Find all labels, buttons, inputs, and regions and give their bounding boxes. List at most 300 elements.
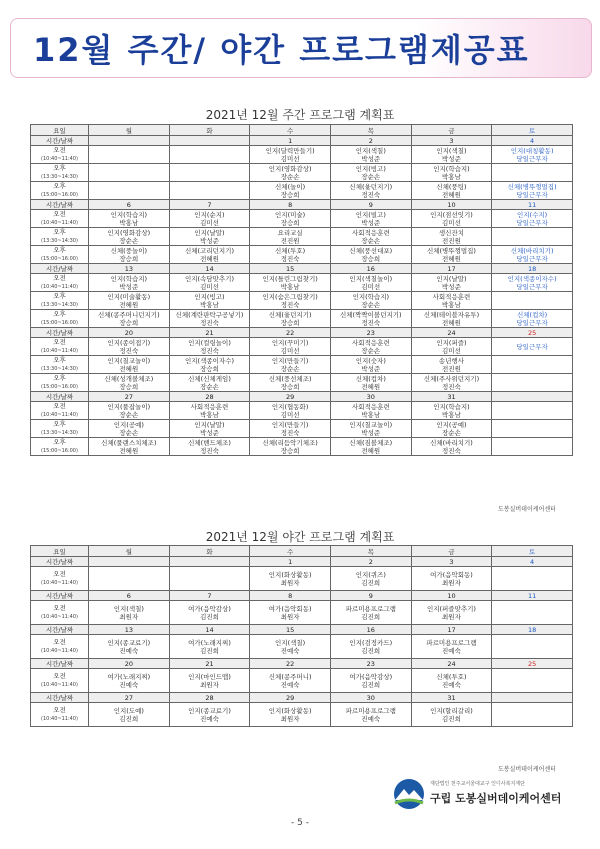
staff-name: 진예숙: [119, 680, 139, 689]
program-name: 인지(틀린그림찾기): [262, 274, 318, 283]
program-name: 신체(병뚜껑멀집): [426, 246, 476, 255]
staff-name: 장순손: [361, 346, 381, 355]
staff-name: 김미선: [200, 282, 219, 291]
date-cell: 23: [330, 328, 411, 338]
staff-name: 김미선: [280, 346, 300, 355]
program-cell: [169, 669, 250, 693]
staff-name: 김진희: [119, 714, 139, 723]
program-cell: [169, 601, 250, 625]
program-name: 신체(짐볼체조): [349, 438, 393, 447]
program-cell: [411, 567, 492, 591]
time-slot-label: [31, 438, 89, 456]
program-name: 인지(날말): [436, 274, 467, 283]
slot-time: (13:30~14:30): [41, 366, 78, 372]
staff-name: 박홍남: [200, 300, 219, 309]
staff-name: 장승희: [119, 382, 139, 391]
program-name: 인지(빌고): [355, 210, 386, 219]
program-row: [31, 703, 573, 727]
staff-name: 장승희: [119, 254, 139, 263]
program-name: 인지(만들기): [271, 420, 309, 429]
program-cell: [330, 210, 411, 228]
program-cell: [169, 210, 250, 228]
date-cell: 6: [89, 591, 170, 601]
program-cell: [169, 292, 250, 310]
program-cell: [250, 246, 331, 264]
program-cell: [411, 338, 492, 356]
program-cell: [89, 703, 170, 727]
staff-name: 전혜원: [442, 254, 461, 263]
staff-name: 최원자: [280, 578, 300, 587]
program-cell: [492, 420, 573, 438]
date-cell: 18: [492, 264, 573, 274]
staff-name: 박성준: [361, 154, 381, 163]
program-cell: [411, 164, 492, 182]
staff-name: 김미선: [280, 154, 300, 163]
slot-name: 오전: [53, 570, 66, 578]
header-row: [31, 125, 573, 136]
program-cell: [89, 292, 170, 310]
slot-time: (10:40~11:40): [41, 284, 78, 290]
date-row: [31, 591, 573, 601]
slot-name: 오전: [53, 672, 66, 680]
day-header: 월: [89, 546, 170, 557]
date-row: [31, 328, 573, 338]
staff-name: 당일근무자: [516, 190, 548, 199]
program-name: 생신잔치: [438, 228, 465, 237]
staff-name: 진예숙: [442, 646, 461, 655]
program-name: 사회적응훈련: [351, 338, 390, 347]
program-cell: [492, 356, 573, 374]
date-row: [31, 659, 573, 669]
slot-name: 오후: [53, 438, 66, 446]
time-slot-label: [31, 567, 89, 591]
program-row: [31, 420, 573, 438]
program-cell: [492, 228, 573, 246]
program-row: [31, 292, 573, 310]
program-name: 인지(학습지): [433, 164, 470, 173]
staff-name: 김미선: [280, 410, 300, 419]
staff-name: 최원자: [200, 680, 219, 689]
date-cell: 21: [169, 328, 250, 338]
program-name: 인지(학습지): [110, 210, 148, 219]
date-cell: 8: [250, 591, 331, 601]
program-name: 인지(검정카드): [349, 638, 393, 647]
program-cell: [89, 635, 170, 659]
date-row: [31, 392, 573, 402]
staff-name: 장승희: [200, 364, 219, 373]
program-row: [31, 356, 573, 374]
staff-name: 장승희: [280, 190, 300, 199]
time-slot-label: [31, 210, 89, 228]
program-name: 인지(빙고): [194, 292, 225, 301]
staff-name: 정진숙: [200, 446, 219, 455]
program-cell: [330, 703, 411, 727]
program-name: 사회적응훈련: [351, 228, 390, 237]
date-cell: 시간/날짜: [31, 136, 89, 146]
slot-time: (10:40~11:40): [41, 580, 78, 586]
staff-name: 박홍남: [442, 172, 461, 181]
program-cell: [169, 635, 250, 659]
staff-name: 박성준: [442, 282, 461, 291]
program-row: [31, 182, 573, 200]
program-cell: [169, 146, 250, 164]
slot-name: 오전: [53, 338, 66, 346]
date-cell: 9: [330, 200, 411, 210]
program-row: [31, 338, 573, 356]
program-cell: [492, 703, 573, 727]
program-name: 신체(밴드체조): [188, 438, 231, 447]
program-cell: [492, 669, 573, 693]
staff-name: 전혜원: [119, 364, 139, 373]
day-header: 수: [250, 125, 331, 136]
program-name: 인지(만들기): [271, 356, 309, 365]
program-cell: [250, 669, 331, 693]
date-cell: 시간/날짜: [31, 557, 89, 567]
date-cell: 시간/날짜: [31, 591, 89, 601]
program-cell: [250, 310, 331, 328]
date-cell: 29: [250, 392, 331, 402]
program-name: 인지(색칠): [436, 146, 467, 155]
program-name: 인지(점선잇기): [430, 210, 473, 219]
program-cell: [330, 274, 411, 292]
program-cell: [250, 402, 331, 420]
program-cell: [89, 246, 170, 264]
date-cell: 18: [492, 625, 573, 635]
program-name: 신체(성개볼체조): [104, 374, 154, 383]
date-row: [31, 264, 573, 274]
staff-name: 정진숙: [442, 446, 461, 455]
date-cell: 27: [89, 392, 170, 402]
program-name: 인지(종교료기): [107, 638, 151, 647]
date-cell: 28: [169, 693, 250, 703]
date-cell: 9: [330, 591, 411, 601]
program-cell: [169, 374, 250, 392]
staff-name: 장승희: [280, 446, 300, 455]
staff-name: 정진숙: [442, 382, 461, 391]
program-cell: [169, 402, 250, 420]
slot-name: 오후: [53, 228, 66, 236]
time-slot-label: [31, 292, 89, 310]
staff-name: 장순손: [361, 236, 381, 245]
slot-name: 오후: [53, 164, 66, 172]
slot-time: (10:40~11:40): [41, 156, 78, 162]
program-cell: [330, 635, 411, 659]
date-cell: 시간/날짜: [31, 392, 89, 402]
program-cell: [250, 420, 331, 438]
program-cell: [330, 310, 411, 328]
program-name: 인지(수지): [517, 210, 548, 219]
foundation-name: 재단법인 천주교서울대교구 인디사복지재단: [430, 781, 525, 787]
date-row: [31, 693, 573, 703]
program-name: 신체(리듬악기체조): [262, 438, 318, 447]
slot-time: (10:40~11:40): [41, 220, 78, 226]
program-cell: [89, 567, 170, 591]
staff-name: 박홍남: [119, 218, 139, 227]
staff-name: 전혜원: [200, 254, 219, 263]
program-cell: [411, 402, 492, 420]
program-name: 인지(색칠): [113, 604, 144, 613]
program-row: [31, 374, 573, 392]
time-slot-label: [31, 274, 89, 292]
program-name: 여가(노래지찌): [107, 672, 151, 681]
program-cell: [411, 703, 492, 727]
program-name: 인지(풀잡놀이): [107, 402, 151, 411]
program-name: 신체(고리던지기): [184, 246, 234, 255]
program-name: 인지(색종이자수): [184, 356, 234, 365]
day-schedule-table: [30, 124, 573, 456]
staff-name: 박성준: [361, 428, 381, 437]
program-name: 인지(영화감상): [107, 228, 151, 237]
program-row: [31, 310, 573, 328]
date-cell: 28: [169, 392, 250, 402]
program-name: 신체(컵차): [355, 374, 386, 383]
program-name: 신체(풍선대포): [349, 246, 393, 255]
day-header: 목: [330, 546, 411, 557]
date-cell: 16: [330, 264, 411, 274]
program-name: 신체(풀랜스치체조): [101, 438, 157, 447]
program-cell: [169, 567, 250, 591]
program-cell: [250, 182, 331, 200]
program-cell: [411, 635, 492, 659]
slot-time: (10:40~11:40): [41, 614, 78, 620]
slot-name: 오후: [53, 374, 66, 382]
program-cell: [330, 374, 411, 392]
program-cell: [89, 338, 170, 356]
program-name: 인지(학습지): [110, 274, 148, 283]
staff-name: 정진숙: [280, 254, 300, 263]
staff-name: 김진희: [361, 680, 381, 689]
day-header: 화: [169, 546, 250, 557]
program-cell: [330, 164, 411, 182]
date-cell: 3: [411, 136, 492, 146]
staff-name: 당일근무자: [516, 254, 548, 263]
program-cell: [330, 438, 411, 456]
program-cell: [411, 420, 492, 438]
program-name: 인지(순지): [194, 210, 225, 219]
program-cell: [330, 292, 411, 310]
staff-name: 정진숙: [200, 346, 219, 355]
program-cell: [330, 182, 411, 200]
staff-name: 진예숙: [361, 714, 381, 723]
staff-name: 전혜원: [119, 446, 139, 455]
staff-name: 전혜원: [361, 382, 381, 391]
night-schedule-table: [30, 545, 573, 727]
staff-name: 박성준: [200, 236, 219, 245]
program-cell: [492, 246, 573, 264]
program-cell: [330, 146, 411, 164]
date-cell: 10: [411, 200, 492, 210]
staff-name: 장순손: [361, 172, 381, 181]
time-slot-label: [31, 635, 89, 659]
time-slot-label: [31, 402, 89, 420]
time-slot-label: [31, 356, 89, 374]
program-name: 인지(숨은그림찾기): [262, 292, 318, 301]
date-cell: 4: [492, 136, 573, 146]
date-cell: [89, 136, 170, 146]
staff-name: 정진숙: [280, 428, 300, 437]
date-cell: [492, 392, 573, 402]
date-cell: 17: [411, 264, 492, 274]
slot-time: (13:30~14:30): [41, 430, 78, 436]
program-cell: [492, 292, 573, 310]
slot-time: (15:00~16:00): [41, 448, 78, 454]
program-name: 여가(노래지찌): [188, 638, 231, 647]
date-cell: 13: [89, 625, 170, 635]
program-name: 신체(투호): [275, 246, 306, 255]
day-header: 월: [89, 125, 170, 136]
program-cell: [492, 438, 573, 456]
time-slot-label: [31, 164, 89, 182]
date-cell: 30: [330, 693, 411, 703]
program-cell: [250, 635, 331, 659]
staff-name: 최원자: [119, 612, 139, 621]
program-row: [31, 402, 573, 420]
time-slot-label: [31, 246, 89, 264]
program-name: 인지(학습지): [352, 292, 390, 301]
program-cell: [250, 338, 331, 356]
date-cell: [169, 557, 250, 567]
date-cell: 23: [330, 659, 411, 669]
program-name: 신체(풍선체조): [268, 374, 312, 383]
time-slot-label: [31, 601, 89, 625]
program-name: 신체(주사위던지기): [423, 374, 480, 383]
program-name: 파르미용프로그램: [426, 638, 477, 647]
slot-name: 오후: [53, 246, 66, 254]
program-name: 인지(퍼즐맞추기): [426, 604, 476, 613]
date-row: [31, 625, 573, 635]
date-cell: 2: [330, 557, 411, 567]
staff-name: 정진숙: [119, 346, 139, 355]
date-cell: 25: [492, 659, 573, 669]
program-cell: [330, 567, 411, 591]
day-header: 화: [169, 125, 250, 136]
date-cell: 시간/날짜: [31, 659, 89, 669]
program-cell: [330, 402, 411, 420]
staff-name: 장순손: [361, 300, 381, 309]
program-name: 요리교실: [277, 228, 303, 237]
date-cell: 11: [492, 591, 573, 601]
date-cell: 1: [250, 136, 331, 146]
staff-name: 당일근무자: [516, 154, 548, 163]
program-name: 파르미용프로그램: [345, 706, 396, 715]
day-credit: 도봉실버데이케어센터: [498, 506, 556, 513]
program-name: 인지(화상활동): [268, 706, 312, 715]
program-cell: [330, 356, 411, 374]
program-cell: [89, 146, 170, 164]
date-cell: 31: [411, 392, 492, 402]
program-cell: [411, 146, 492, 164]
program-name: 인지(협동화): [271, 402, 309, 411]
staff-name: 김미선: [442, 218, 461, 227]
program-name: 인지(달력만들기): [265, 146, 315, 155]
date-cell: 20: [89, 659, 170, 669]
program-row: [31, 669, 573, 693]
program-name: 인지(미술활동): [107, 292, 151, 301]
day-header: 목: [330, 125, 411, 136]
staff-name: 당일근무자: [516, 282, 548, 291]
staff-name: 장승희: [280, 318, 300, 327]
program-cell: [169, 420, 250, 438]
date-cell: 30: [330, 392, 411, 402]
program-cell: [411, 310, 492, 328]
title-banner: [10, 18, 592, 78]
program-name: 신체(짝짝이볼던지기): [340, 310, 402, 319]
program-name: 인지(마인드맵): [188, 672, 231, 681]
staff-name: 전혜원: [442, 318, 461, 327]
time-slot-label: [31, 146, 89, 164]
program-name: 신체(신체게임): [188, 374, 231, 383]
program-name: 여가(음악감상): [349, 672, 393, 681]
program-cell: [411, 292, 492, 310]
staff-name: 김미선: [361, 282, 381, 291]
program-row: [31, 438, 573, 456]
slot-name: 오전: [53, 210, 66, 218]
staff-name: 박성준: [361, 364, 381, 373]
staff-name: 박성준: [361, 218, 381, 227]
slot-time: (15:00~16:00): [41, 320, 78, 326]
program-cell: [492, 310, 573, 328]
program-row: [31, 164, 573, 182]
slot-name: 오후: [53, 182, 66, 190]
time-slot-label: [31, 669, 89, 693]
program-name: 인지(숫자): [355, 356, 386, 365]
program-cell: [169, 228, 250, 246]
program-name: 신체(콩주머니던지기): [98, 310, 160, 319]
program-name: 인지(퀴즈): [355, 570, 386, 579]
program-cell: [492, 374, 573, 392]
staff-name: 최원자: [280, 714, 300, 723]
program-row: [31, 146, 573, 164]
staff-name: 김미선: [200, 218, 219, 227]
slot-time: (13:30~14:30): [41, 174, 78, 180]
program-name: 인지(대칭활동): [510, 146, 554, 155]
program-name: 인지(빙고): [355, 164, 386, 173]
program-name: 인지(칠교놀이): [107, 356, 151, 365]
program-cell: [411, 274, 492, 292]
program-cell: [492, 567, 573, 591]
staff-name: 장승희: [361, 254, 381, 263]
time-slot-label: [31, 228, 89, 246]
program-cell: [330, 228, 411, 246]
time-slot-label: [31, 338, 89, 356]
date-row: [31, 557, 573, 567]
staff-name: 전혜원: [119, 300, 139, 309]
program-name: 여가(음악감상): [188, 604, 231, 613]
date-cell: 시간/날짜: [31, 200, 89, 210]
program-name: 신체(윷던지기): [349, 182, 393, 191]
time-slot-label: [31, 703, 89, 727]
date-cell: 1: [250, 557, 331, 567]
program-cell: [492, 601, 573, 625]
program-name: 인지(속담맞추기): [184, 274, 234, 283]
program-cell: [89, 164, 170, 182]
program-name: 인지(퍼즐): [436, 338, 467, 347]
date-cell: 29: [250, 693, 331, 703]
program-cell: [411, 669, 492, 693]
date-cell: 10: [411, 591, 492, 601]
day-schedule-title: 2021년 12월 주간 프로그램 계획표: [205, 108, 395, 122]
program-cell: [169, 356, 250, 374]
staff-name: 진예숙: [280, 646, 300, 655]
staff-name: 김진희: [361, 612, 381, 621]
date-cell: 시간/날짜: [31, 693, 89, 703]
staff-name: 장순손: [119, 410, 139, 419]
program-cell: [492, 338, 573, 356]
date-cell: 15: [250, 625, 331, 635]
staff-name: 전진원: [280, 236, 300, 245]
staff-name: 박홍남: [361, 410, 381, 419]
date-cell: 3: [411, 557, 492, 567]
